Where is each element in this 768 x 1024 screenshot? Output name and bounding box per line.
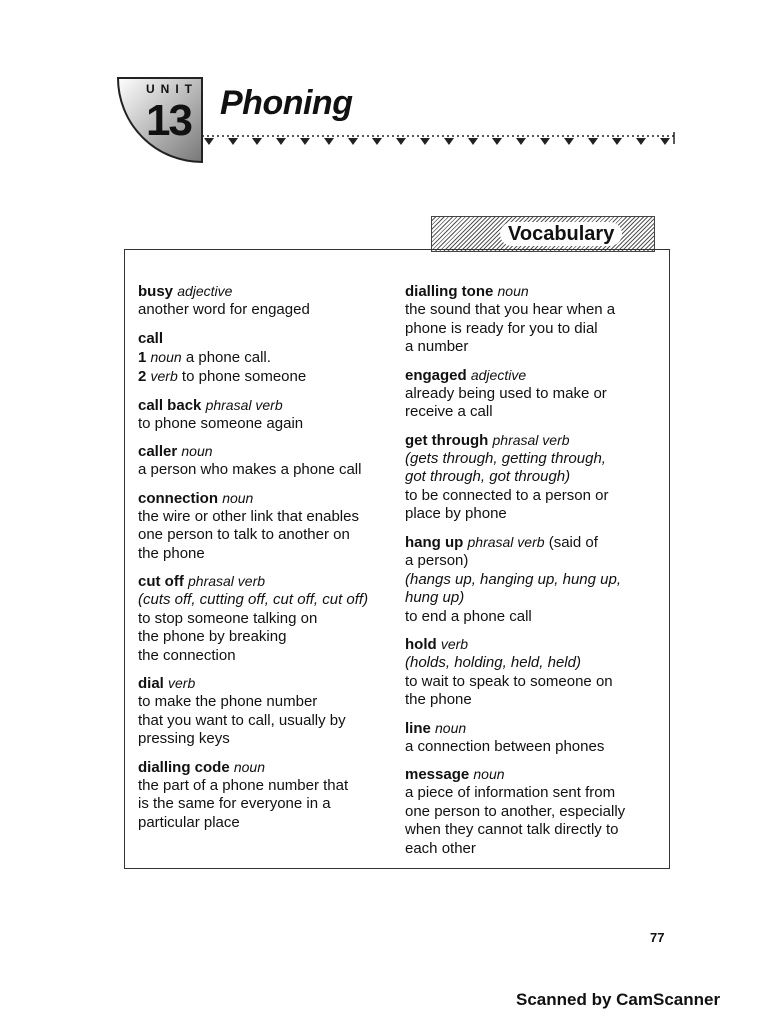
glossary-entry — [138, 396, 394, 434]
definition-line: to make the phone number — [138, 693, 318, 710]
definition — [405, 385, 657, 422]
headword-text: line — [405, 719, 431, 737]
headword — [405, 533, 657, 553]
section-title: Vocabulary — [500, 222, 622, 246]
definition — [405, 784, 657, 858]
definition — [138, 508, 394, 564]
definition-line: a person who makes a phone call — [138, 461, 362, 478]
definition-line: particular place — [138, 813, 240, 831]
definition — [405, 450, 657, 524]
definition-line: receive a call — [405, 403, 493, 420]
definition-line: already being used to make or — [405, 384, 607, 402]
headword-text: dial — [138, 675, 164, 692]
definition — [405, 738, 657, 757]
definition-line: the phone — [138, 544, 205, 562]
glossary-entry — [138, 282, 394, 320]
usage-note-line: a person) — [405, 552, 469, 569]
sense — [138, 367, 394, 387]
definition — [405, 654, 657, 710]
part-of-speech: noun — [222, 489, 254, 506]
definition — [138, 461, 394, 480]
vocabulary-tab — [431, 216, 655, 252]
definition-line: to stop someone talking on — [138, 609, 318, 627]
headword — [405, 635, 657, 654]
usage-note: (said of — [544, 533, 598, 551]
definition-line: a number — [405, 338, 469, 355]
glossary-entry — [138, 758, 394, 833]
title-dotted-rule — [202, 132, 676, 152]
glossary-entry — [138, 674, 394, 749]
headword-text: call back — [138, 396, 202, 414]
glossary-entry — [138, 489, 394, 564]
definition-line: phone is ready for you to dial — [405, 319, 598, 337]
headword-text: hang up — [405, 533, 464, 551]
headword — [138, 489, 394, 508]
part-of-speech: phrasal verb — [467, 533, 545, 550]
definition-line: to end a phone call — [405, 607, 532, 625]
word-forms: (cuts off, cutting off, cut off, cut off) — [138, 591, 369, 608]
part-of-speech: phrasal verb — [188, 573, 266, 589]
unit-label: UNIT — [146, 82, 198, 96]
headword-text: call — [138, 329, 164, 347]
sense-text: a phone call. — [185, 348, 271, 366]
definition — [138, 591, 394, 665]
page-number: 77 — [650, 930, 665, 945]
definition-line: to be connected to a person or — [405, 486, 609, 504]
word-forms: (holds, holding, held, held) — [405, 654, 581, 671]
definition-line: the connection — [138, 646, 236, 664]
part-of-speech: noun — [497, 283, 529, 299]
definition — [405, 552, 657, 626]
headword-text: dialling tone — [405, 283, 494, 300]
part-of-speech: phrasal verb — [205, 396, 283, 413]
glossary-entry — [405, 282, 657, 357]
headword — [405, 431, 657, 450]
definition — [138, 693, 394, 749]
sense — [138, 348, 394, 368]
headword-text: get through — [405, 431, 489, 449]
definition — [138, 301, 394, 320]
definition-line: a connection between phones — [405, 737, 605, 755]
glossary-entry — [405, 765, 657, 858]
glossary-entry — [405, 431, 657, 524]
definition-line: to wait to speak to someone on — [405, 672, 613, 690]
unit-number: 13 — [146, 96, 191, 145]
definition-line: the phone by breaking — [138, 628, 287, 645]
definition-line: the sound that you hear when a — [405, 301, 616, 318]
sense-pos: noun — [150, 348, 182, 365]
part-of-speech: verb — [168, 675, 196, 691]
glossary-entry — [405, 719, 657, 757]
unit-badge — [116, 76, 204, 164]
definition — [138, 348, 394, 387]
part-of-speech: phrasal verb — [492, 431, 570, 448]
headword — [138, 329, 394, 348]
definition — [138, 777, 394, 833]
definition-line: is the same for everyone in a — [138, 795, 331, 812]
headword — [405, 366, 657, 385]
headword-text: connection — [138, 489, 219, 507]
part-of-speech: noun — [233, 758, 266, 775]
glossary-entry — [405, 533, 657, 627]
headword — [405, 719, 657, 738]
headword — [138, 396, 394, 415]
sense-text: to phone someone — [181, 368, 307, 385]
headword — [405, 282, 657, 301]
definition-line: a piece of information sent from — [405, 784, 616, 801]
glossary-entry — [405, 635, 657, 710]
word-forms: hung up) — [405, 589, 465, 606]
part-of-speech: verb — [440, 636, 469, 652]
headword — [138, 758, 394, 777]
headword — [138, 572, 394, 591]
definition-line: that you want to call, usually by — [138, 711, 346, 729]
part-of-speech: noun — [473, 766, 505, 782]
word-forms: (hangs up, hanging up, hung up, — [405, 570, 622, 588]
glossary-entry — [405, 366, 657, 422]
definition-line: pressing keys — [138, 730, 230, 747]
part-of-speech: adjective — [177, 283, 233, 299]
definition-line: another word for engaged — [138, 301, 310, 318]
part-of-speech: noun — [181, 443, 213, 459]
sense-number: 1 — [138, 348, 147, 366]
definition-line: place by phone — [405, 505, 507, 522]
definition-line: one person to talk to another on — [138, 526, 350, 543]
glossary-left-column — [138, 282, 394, 841]
definition-line: each other — [405, 839, 476, 857]
headword — [138, 282, 394, 301]
sense-number: 2 — [138, 368, 147, 385]
headword-text: dialling code — [138, 758, 230, 776]
headword — [138, 442, 394, 461]
word-forms: got through, got through) — [405, 468, 571, 485]
definition-line: the part of a phone number that — [138, 776, 349, 794]
definition-line: one person to another, especially — [405, 802, 626, 820]
headword-text: cut off — [138, 573, 184, 590]
headword — [138, 674, 394, 693]
headword-text: engaged — [405, 366, 467, 384]
part-of-speech: adjective — [470, 366, 527, 383]
definition-line: when they cannot talk directly to — [405, 821, 619, 838]
headword-text: caller — [138, 443, 178, 460]
glossary-right-column — [405, 282, 657, 867]
glossary-entry — [138, 572, 394, 665]
definition-line: to phone someone again — [138, 414, 304, 432]
definition — [405, 301, 657, 357]
definition — [138, 415, 394, 434]
headword — [405, 765, 657, 784]
headword-text: busy — [138, 283, 174, 300]
headword-text: hold — [405, 636, 437, 653]
glossary-entry — [138, 329, 394, 387]
scanner-watermark: Scanned by CamScanner — [516, 990, 721, 1009]
headword-text: message — [405, 766, 470, 783]
page-title: Phoning — [220, 84, 353, 122]
sense-pos: verb — [150, 368, 178, 384]
word-forms: (gets through, getting through, — [405, 449, 606, 467]
part-of-speech: noun — [435, 719, 467, 736]
definition-line: the phone — [405, 691, 472, 708]
definition-line: the wire or other link that enables — [138, 507, 359, 525]
glossary-entry — [138, 442, 394, 480]
